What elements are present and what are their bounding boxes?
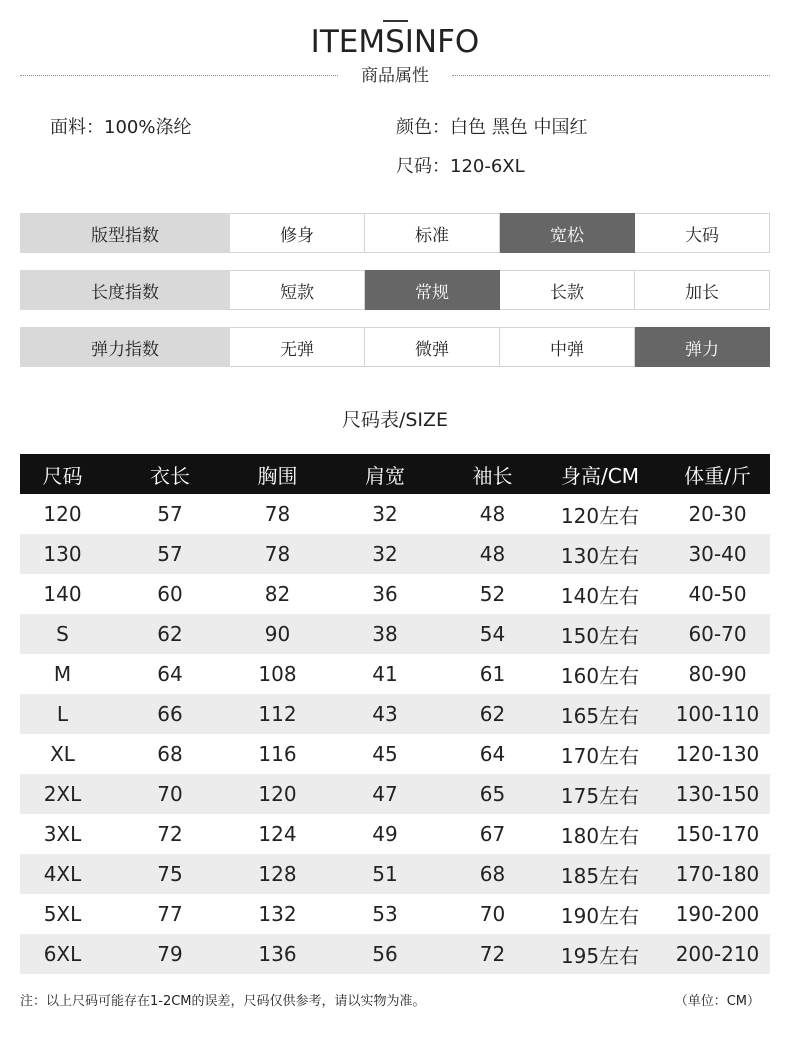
- table-cell: 64: [479, 742, 506, 766]
- table-cell: 4XL: [43, 862, 82, 886]
- table-cell: 120左右: [560, 503, 640, 528]
- table-cell: 120-130: [675, 742, 760, 766]
- index-option: 加长: [635, 270, 770, 310]
- table-cell: 60: [157, 582, 183, 606]
- table-cell: L: [56, 702, 69, 726]
- table-cell: 170-180: [675, 862, 760, 886]
- table-row: [20, 694, 770, 734]
- table-cell: 40-50: [688, 582, 747, 606]
- page-title: ITEMSINFO: [310, 24, 480, 60]
- table-row: [20, 574, 770, 614]
- table-cell: 20-30: [688, 502, 747, 526]
- table-cell: 57: [157, 502, 183, 526]
- table-cell: 150左右: [560, 623, 640, 648]
- index-row: [20, 327, 770, 367]
- table-header-cell: 袖长: [472, 463, 513, 488]
- table-cell: 41: [372, 662, 398, 686]
- unit-label: （单位：CM）: [674, 994, 760, 1009]
- table-cell: 51: [372, 862, 398, 886]
- table-cell: 100-110: [675, 702, 760, 726]
- table-cell: 61: [479, 662, 506, 686]
- table-cell: 140左右: [560, 583, 640, 608]
- table-cell: 130左右: [560, 543, 640, 568]
- table-cell: 65: [479, 782, 506, 806]
- table-cell: 6XL: [43, 942, 82, 966]
- table-row: [20, 814, 770, 854]
- table-cell: 130: [43, 542, 82, 566]
- table-cell: 160左右: [560, 663, 640, 688]
- table-cell: 2XL: [43, 782, 82, 806]
- table-cell: 64: [157, 662, 183, 686]
- index-option: 标准: [365, 213, 500, 253]
- table-cell: 170左右: [560, 743, 640, 768]
- table-cell: 36: [372, 582, 398, 606]
- index-option: 中弹: [500, 327, 635, 367]
- table-cell: 190-200: [675, 902, 760, 926]
- table-cell: 48: [479, 542, 506, 566]
- index-label: 弹力指数: [20, 327, 230, 367]
- table-cell: 112: [258, 702, 297, 726]
- table-row: [20, 854, 770, 894]
- index-label: 版型指数: [20, 213, 230, 253]
- table-cell: 79: [157, 942, 183, 966]
- table-cell: 62: [479, 702, 506, 726]
- table-cell: 48: [479, 502, 506, 526]
- table-cell: 56: [372, 942, 398, 966]
- table-cell: 200-210: [675, 942, 760, 966]
- table-cell: 120: [258, 782, 297, 806]
- table-header-cell: 胸围: [257, 463, 298, 488]
- table-cell: 75: [157, 862, 183, 886]
- table-cell: 70: [479, 902, 506, 926]
- table-cell: 67: [479, 822, 506, 846]
- size-attribute: 尺码：120-6XL: [396, 156, 525, 177]
- table-cell: 120: [43, 502, 82, 526]
- index-option: 无弹: [230, 327, 365, 367]
- table-cell: 124: [258, 822, 297, 846]
- index-option: 修身: [230, 213, 365, 253]
- table-cell: 38: [372, 622, 398, 646]
- table-header-cell: 身高/CM: [561, 463, 639, 488]
- table-header-cell: 肩宽: [365, 463, 405, 488]
- table-cell: 132: [258, 902, 297, 926]
- table-header-cell: 体重/斤: [684, 463, 751, 488]
- index-option: 短款: [230, 270, 365, 310]
- table-cell: 66: [157, 702, 183, 726]
- fabric-attribute: 面料：100%涤纶: [50, 117, 192, 138]
- index-option: 常规: [365, 270, 500, 310]
- table-cell: 70: [157, 782, 183, 806]
- table-row: [20, 934, 770, 974]
- table-cell: 52: [479, 582, 506, 606]
- table-cell: 43: [372, 702, 398, 726]
- table-cell: 47: [372, 782, 398, 806]
- table-cell: 128: [258, 862, 297, 886]
- table-cell: 82: [264, 582, 291, 606]
- footer-note: 注：以上尺码可能存在1-2CM的误差，尺码仅供参考，请以实物为准。: [20, 994, 426, 1009]
- table-cell: 80-90: [688, 662, 747, 686]
- table-cell: 3XL: [43, 822, 82, 846]
- table-row: [20, 774, 770, 814]
- size-table-header: [20, 454, 770, 494]
- table-cell: XL: [50, 742, 75, 766]
- table-header-cell: 衣长: [150, 463, 190, 488]
- table-cell: 108: [258, 662, 297, 686]
- table-cell: 180左右: [560, 823, 640, 848]
- table-cell: 53: [372, 902, 398, 926]
- index-option: 弹力: [635, 327, 770, 367]
- page-subtitle: 商品属性: [361, 66, 429, 86]
- index-row: [20, 213, 770, 253]
- table-cell: 32: [372, 502, 398, 526]
- table-row: [20, 654, 770, 694]
- index-row: [20, 270, 770, 310]
- table-cell: 30-40: [688, 542, 747, 566]
- table-header-cell: 尺码: [42, 463, 83, 488]
- table-cell: 90: [264, 622, 291, 646]
- table-cell: 116: [258, 742, 297, 766]
- table-cell: 130-150: [675, 782, 760, 806]
- index-option: 长款: [500, 270, 635, 310]
- title-top-bar: [383, 20, 408, 22]
- table-cell: 5XL: [43, 902, 82, 926]
- table-cell: 57: [157, 542, 183, 566]
- table-cell: M: [53, 662, 72, 686]
- table-cell: S: [56, 622, 69, 646]
- table-cell: 68: [479, 862, 506, 886]
- table-cell: 78: [264, 542, 291, 566]
- index-option: 宽松: [500, 213, 635, 253]
- table-cell: 78: [264, 502, 291, 526]
- table-cell: 72: [479, 942, 506, 966]
- table-cell: 77: [157, 902, 183, 926]
- table-row: [20, 494, 770, 534]
- table-row: [20, 614, 770, 654]
- size-table: [20, 454, 770, 974]
- index-option: 微弹: [365, 327, 500, 367]
- index-option: 大码: [635, 213, 770, 253]
- table-cell: 136: [258, 942, 297, 966]
- table-cell: 32: [372, 542, 398, 566]
- table-row: [20, 894, 770, 934]
- table-cell: 190左右: [560, 903, 640, 928]
- table-cell: 195左右: [560, 943, 640, 968]
- table-cell: 150-170: [675, 822, 760, 846]
- table-cell: 185左右: [560, 863, 640, 888]
- table-cell: 45: [372, 742, 398, 766]
- table-cell: 49: [372, 822, 398, 846]
- color-attribute: 颜色：白色 黑色 中国红: [396, 117, 588, 138]
- table-cell: 68: [157, 742, 183, 766]
- size-table-body: [20, 494, 770, 974]
- table-row: [20, 534, 770, 574]
- index-label: 长度指数: [20, 270, 230, 310]
- table-cell: 72: [157, 822, 183, 846]
- table-cell: 62: [157, 622, 183, 646]
- table-cell: 165左右: [560, 703, 640, 728]
- table-cell: 54: [479, 622, 506, 646]
- table-cell: 140: [43, 582, 82, 606]
- table-cell: 175左右: [560, 783, 640, 808]
- table-cell: 60-70: [688, 622, 747, 646]
- size-table-heading: 尺码表/SIZE: [341, 409, 449, 431]
- table-row: [20, 734, 770, 774]
